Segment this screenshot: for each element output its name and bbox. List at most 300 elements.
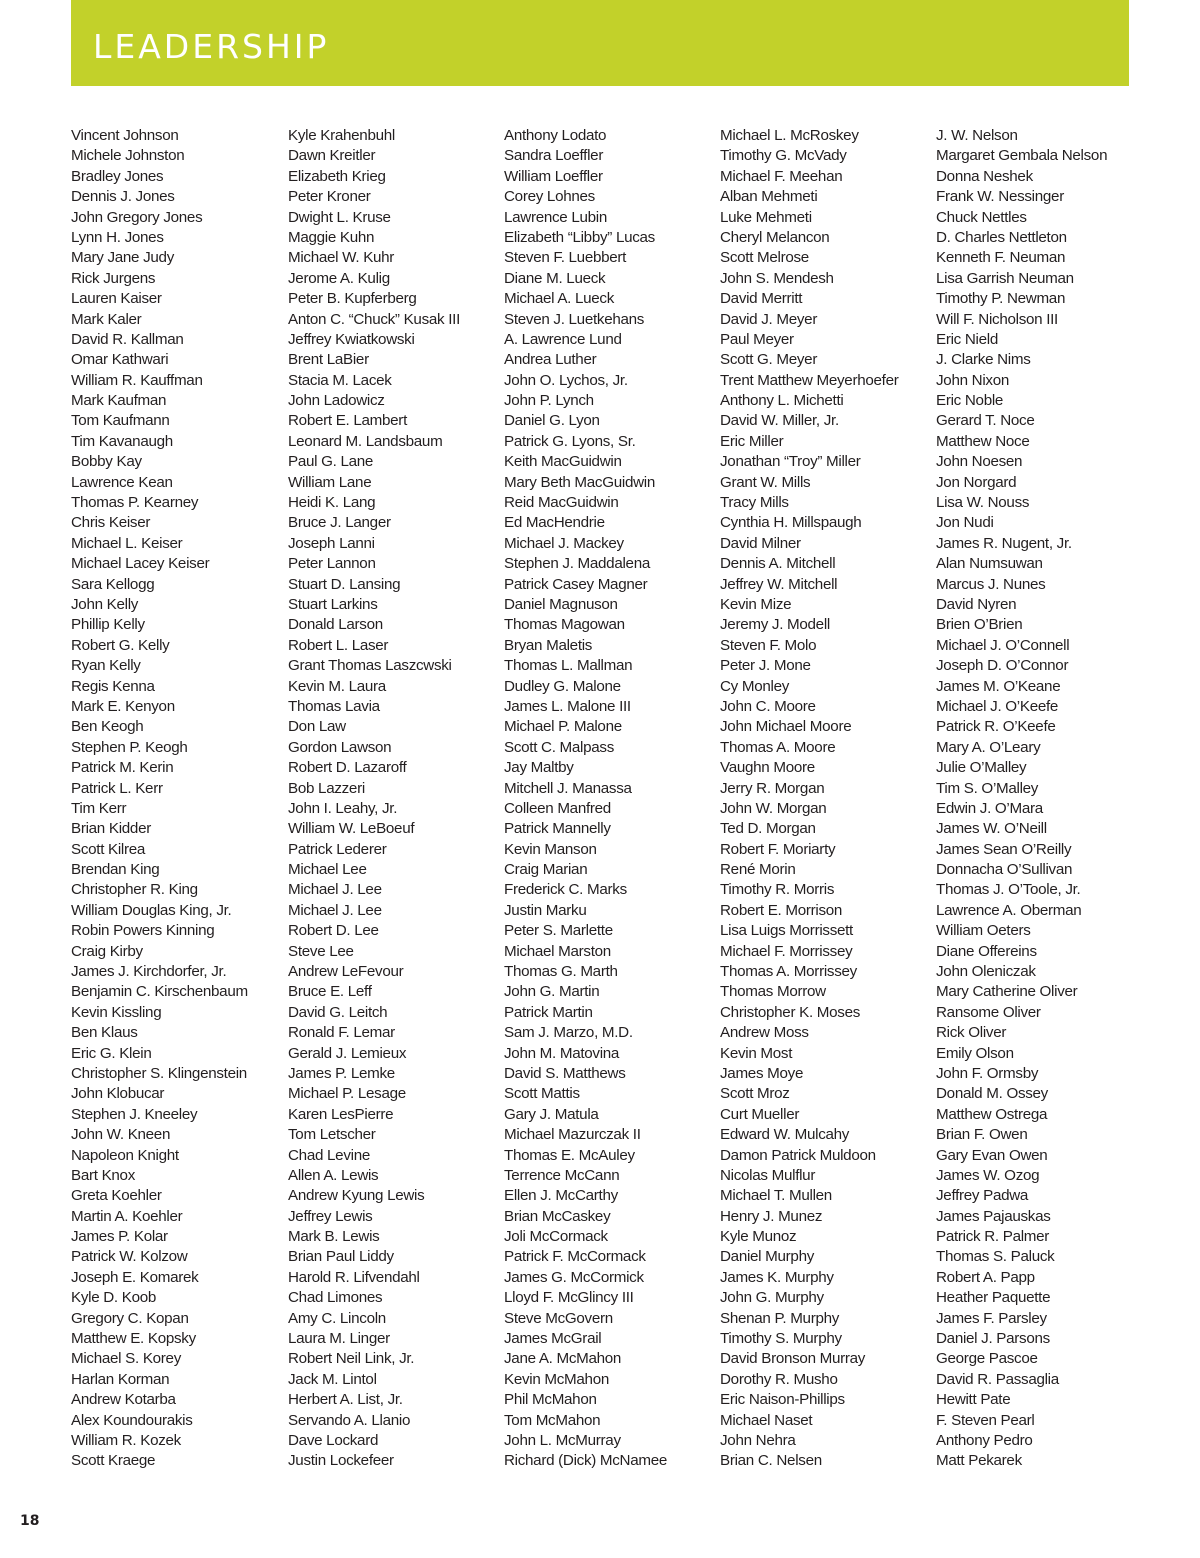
name-entry: Kevin M. Laura [288, 677, 386, 695]
name-entry: Lisa Garrish Neuman [936, 269, 1074, 287]
name-entry: Michael J. Lee [288, 881, 382, 899]
name-entry: Matthew Ostrega [936, 1105, 1048, 1123]
name-entry: Gordon Lawson [288, 738, 392, 756]
name-entry: Jerry R. Morgan [720, 779, 825, 797]
name-entry: Eric Nield [936, 330, 998, 348]
name-entry: Matthew E. Kopsky [71, 1330, 196, 1348]
name-entry: Martin A. Koehler [71, 1207, 183, 1225]
name-entry: Robert D. Lazaroff [288, 759, 407, 777]
name-entry: John G. Murphy [720, 1289, 824, 1307]
name-entry: Robin Powers Kinning [71, 922, 215, 940]
name-entry: Grant W. Mills [720, 473, 811, 491]
names-column-2 [288, 126, 460, 1472]
name-entry: John M. Matovina [504, 1044, 620, 1062]
name-entry: Anthony Lodato [504, 127, 607, 144]
name-entry: Mark Kaufman [71, 392, 167, 410]
name-entry: John P. Lynch [504, 392, 594, 410]
name-entry: Anthony Pedro [936, 1432, 1033, 1449]
name-entry: Patrick Casey Magner [504, 575, 648, 593]
name-entry: Mark B. Lewis [288, 1228, 380, 1246]
name-entry: Regis Kenna [71, 677, 155, 695]
name-entry: F. Steven Pearl [936, 1411, 1035, 1429]
name-entry: Vincent Johnson [71, 127, 179, 144]
name-entry: Kenneth F. Neuman [936, 249, 1066, 267]
name-entry: Tracy Mills [720, 494, 789, 512]
name-entry: Thomas Magowan [504, 616, 625, 634]
name-entry: Frederick C. Marks [504, 881, 627, 899]
name-entry: Brian C. Nelsen [720, 1452, 822, 1470]
name-entry: Lisa Luigs Morrissett [720, 922, 853, 940]
name-entry: Emily Olson [936, 1044, 1014, 1062]
name-entry: Bruce J. Langer [288, 514, 391, 532]
name-entry: Anton C. “Chuck” Kusak III [288, 310, 460, 328]
name-entry: Trent Matthew Meyerhoefer [720, 371, 899, 389]
name-entry: Scott C. Malpass [504, 738, 614, 756]
name-entry: Brian Paul Liddy [288, 1248, 394, 1266]
name-entry: Kyle Krahenbuhl [288, 127, 395, 144]
name-entry: Tom McMahon [504, 1411, 601, 1429]
name-entry: Gerald J. Lemieux [288, 1044, 407, 1062]
name-entry: Eric G. Klein [71, 1044, 152, 1062]
name-entry: Michele Johnston [71, 147, 185, 165]
name-entry: Diane Offereins [936, 942, 1037, 960]
name-entry: David W. Miller, Jr. [720, 412, 839, 430]
name-entry: Craig Marian [504, 861, 588, 879]
name-entry: Paul G. Lane [288, 453, 374, 471]
name-entry: Tim S. O’Malley [936, 779, 1039, 797]
name-entry: James Moye [720, 1064, 804, 1082]
name-entry: Timothy R. Morris [720, 881, 835, 899]
name-entry: Michael L. Keiser [71, 534, 183, 552]
name-entry: John I. Leahy, Jr. [288, 799, 398, 817]
name-entry: Heidi K. Lang [288, 494, 376, 512]
name-entry: John Michael Moore [720, 718, 852, 736]
name-entry: Servando A. Llanio [288, 1411, 411, 1429]
name-entry: Mark E. Kenyon [71, 697, 175, 715]
name-entry: Edwin J. O’Mara [936, 799, 1043, 817]
name-entry: Peter Kroner [288, 188, 371, 206]
name-entry: Robert L. Laser [288, 636, 389, 654]
name-entry: Steven F. Molo [720, 636, 817, 654]
name-entry: Jeffrey Padwa [936, 1187, 1029, 1205]
name-entry: Tim Kerr [71, 799, 127, 817]
name-entry: Bobby Kay [71, 453, 142, 471]
name-entry: Michael Lacey Keiser [71, 555, 210, 573]
name-entry: Daniel G. Lyon [504, 412, 600, 430]
name-entry: Peter Lannon [288, 555, 376, 573]
name-entry: Michael W. Kuhr [288, 249, 395, 267]
name-entry: Stacia M. Lacek [288, 371, 392, 389]
name-entry: John G. Martin [504, 983, 600, 1001]
name-entry: Craig Kirby [71, 942, 143, 960]
name-entry: William Oeters [936, 922, 1031, 940]
name-entry: Harlan Korman [71, 1370, 170, 1388]
name-entry: Patrick M. Kerin [71, 759, 174, 777]
name-entry: Bryan Maletis [504, 636, 593, 654]
name-entry: James P. Kolar [71, 1228, 168, 1246]
name-entry: Michael J. O’Keefe [936, 697, 1059, 715]
name-entry: Ted D. Morgan [720, 820, 816, 838]
name-entry: Christopher R. King [71, 881, 198, 899]
name-entry: Christopher S. Klingenstein [71, 1064, 247, 1082]
name-entry: Brendan King [71, 861, 160, 879]
name-entry: James P. Lemke [288, 1064, 395, 1082]
name-entry: David Merritt [720, 290, 803, 308]
name-entry: Jon Nudi [936, 514, 994, 532]
name-entry: Michael L. McRoskey [720, 127, 859, 144]
names-column-5 [936, 126, 1107, 1472]
name-entry: Herbert A. List, Jr. [288, 1391, 403, 1409]
name-entry: Mary Beth MacGuidwin [504, 473, 655, 491]
name-entry: Jeffrey Lewis [288, 1207, 373, 1225]
name-entry: John O. Lychos, Jr. [504, 371, 628, 389]
name-entry: Patrick R. Palmer [936, 1228, 1050, 1246]
name-entry: Robert F. Moriarty [720, 840, 836, 858]
name-entry: John Kelly [71, 595, 139, 613]
name-entry: Napoleon Knight [71, 1146, 179, 1164]
name-entry: Donald M. Ossey [936, 1085, 1048, 1103]
name-entry: J. W. Nelson [936, 127, 1018, 144]
name-entry: Kevin Most [720, 1044, 793, 1062]
name-entry: Sara Kellogg [71, 575, 155, 593]
name-entry: Frank W. Nessinger [936, 188, 1064, 206]
name-entry: Kyle Munoz [720, 1228, 797, 1246]
name-entry: James McGrail [504, 1330, 602, 1348]
name-entry: Stephen J. Maddalena [504, 555, 650, 573]
name-entry: Cy Monley [720, 677, 790, 695]
name-entry: Matthew Noce [936, 432, 1030, 450]
name-entry: Thomas Morrow [720, 983, 826, 1001]
name-entry: John Noesen [936, 453, 1023, 471]
name-entry: Peter S. Marlette [504, 922, 613, 940]
name-entry: Donnacha O’Sullivan [936, 861, 1073, 879]
name-entry: Tom Kaufmann [71, 412, 170, 430]
name-entry: William Loeffler [504, 167, 603, 185]
name-entry: Peter J. Mone [720, 657, 811, 675]
name-entry: Thomas P. Kearney [71, 494, 199, 512]
name-entry: John Klobucar [71, 1085, 165, 1103]
name-entry: James M. O’Keane [936, 677, 1061, 695]
name-entry: William R. Kozek [71, 1432, 181, 1449]
name-entry: Terrence McCann [504, 1166, 620, 1184]
name-entry: Anthony L. Michetti [720, 392, 844, 410]
name-entry: William Douglas King, Jr. [71, 901, 232, 919]
name-entry: Scott Mattis [504, 1085, 580, 1103]
name-entry: Lisa W. Nouss [936, 494, 1030, 512]
name-entry: René Morin [720, 861, 796, 879]
name-entry: Scott G. Meyer [720, 351, 818, 369]
name-entry: Scott Mroz [720, 1085, 790, 1103]
name-entry: Rick Jurgens [71, 269, 156, 287]
name-entry: John Nixon [936, 371, 1009, 389]
name-entry: Laura M. Linger [288, 1330, 390, 1348]
name-entry: Bob Lazzeri [288, 779, 365, 797]
name-entry: Jonathan “Troy” Miller [720, 453, 861, 471]
name-entry: Robert E. Morrison [720, 901, 843, 919]
name-entry: Jay Maltby [504, 759, 574, 777]
name-entry: Andrew Moss [720, 1024, 809, 1042]
name-entry: Diane M. Lueck [504, 269, 606, 287]
name-entry: Michael F. Morrissey [720, 942, 853, 960]
name-entry: Mary A. O’Leary [936, 738, 1041, 756]
name-entry: Tim Kavanaugh [71, 432, 173, 450]
name-entry: Jeffrey Kwiatkowski [288, 330, 415, 348]
name-entry: Robert G. Kelly [71, 636, 170, 654]
name-entry: Michael J. Lee [288, 901, 382, 919]
name-entry: J. Clarke Nims [936, 351, 1031, 369]
name-entry: Phil McMahon [504, 1391, 597, 1409]
name-entry: Eric Miller [720, 432, 784, 450]
name-entry: Ellen J. McCarthy [504, 1187, 618, 1205]
name-entry: Ben Klaus [71, 1024, 138, 1042]
name-entry: Michael Naset [720, 1411, 813, 1429]
name-entry: James Sean O’Reilly [936, 840, 1072, 858]
name-entry: Jeffrey W. Mitchell [720, 575, 838, 593]
name-entry: Vaughn Moore [720, 759, 815, 777]
name-entry: Grant Thomas Laszcwski [288, 657, 452, 675]
name-entry: Sam J. Marzo, M.D. [504, 1024, 633, 1042]
name-entry: Bart Knox [71, 1166, 135, 1184]
name-entry: Steve Lee [288, 942, 354, 960]
name-entry: Marcus J. Nunes [936, 575, 1046, 593]
name-entry: Patrick Lederer [288, 840, 387, 858]
name-entry: Timothy S. Murphy [720, 1330, 842, 1348]
name-entry: Thomas L. Mallman [504, 657, 633, 675]
name-entry: Lloyd F. McGlincy III [504, 1289, 634, 1307]
name-entry: Patrick R. O’Keefe [936, 718, 1056, 736]
name-entry: Scott Kraege [71, 1452, 156, 1470]
name-entry: David Nyren [936, 595, 1017, 613]
name-entry: Michael J. O’Connell [936, 636, 1070, 654]
name-entry: Patrick F. McCormack [504, 1248, 646, 1266]
name-entry: Peter B. Kupferberg [288, 290, 417, 308]
name-entry: Chris Keiser [71, 514, 151, 532]
name-entry: Kyle D. Koob [71, 1289, 157, 1307]
name-entry: Michael P. Lesage [288, 1085, 406, 1103]
name-entry: Kevin Mize [720, 595, 792, 613]
name-entry: Patrick L. Kerr [71, 779, 163, 797]
name-entry: Dorothy R. Musho [720, 1370, 838, 1388]
name-entry: Stuart Larkins [288, 595, 378, 613]
name-entry: John Oleniczak [936, 963, 1036, 981]
name-entry: Hewitt Pate [936, 1391, 1011, 1409]
name-entry: Scott Kilrea [71, 840, 146, 858]
name-entry: Kevin Manson [504, 840, 597, 858]
name-entry: Richard (Dick) McNamee [504, 1452, 668, 1470]
name-entry: Jerome A. Kulig [288, 269, 390, 287]
name-entry: Michael A. Lueck [504, 290, 615, 308]
name-entry: Donald Larson [288, 616, 383, 634]
name-entry: John W. Morgan [720, 799, 827, 817]
name-entry: Mitchell J. Manassa [504, 779, 632, 797]
name-entry: Steve McGovern [504, 1309, 613, 1327]
name-entry: Dudley G. Malone [504, 677, 621, 695]
name-entry: John W. Kneen [71, 1126, 171, 1144]
name-entry: Scott Melrose [720, 249, 809, 267]
name-entry: Daniel Murphy [720, 1248, 815, 1266]
name-entry: Julie O’Malley [936, 759, 1027, 777]
name-entry: John F. Ormsby [936, 1064, 1039, 1082]
name-entry: John Ladowicz [288, 392, 385, 410]
name-entry: Bruce E. Leff [288, 983, 372, 1001]
name-entry: Robert D. Lee [288, 922, 379, 940]
names-column-3 [504, 126, 667, 1472]
name-entry: Karen LesPierre [288, 1105, 394, 1123]
name-entry: Colleen Manfred [504, 799, 611, 817]
name-entry: Elizabeth Krieg [288, 167, 386, 185]
name-entry: Stuart D. Lansing [288, 575, 401, 593]
name-entry: William R. Kauffman [71, 371, 203, 389]
name-entry: Robert A. Papp [936, 1268, 1035, 1286]
name-entry: Steven J. Luetkehans [504, 310, 645, 328]
name-entry: Thomas E. McAuley [504, 1146, 635, 1164]
name-entry: Sandra Loeffler [504, 147, 604, 165]
name-entry: David Milner [720, 534, 801, 552]
section-header-band [71, 0, 1129, 86]
name-entry: Gary Evan Owen [936, 1146, 1048, 1164]
name-entry: James Pajauskas [936, 1207, 1051, 1225]
name-entry: Damon Patrick Muldoon [720, 1146, 876, 1164]
name-entry: Tom Letscher [288, 1126, 376, 1144]
name-entry: Dennis J. Jones [71, 188, 175, 206]
name-entry: Lynn H. Jones [71, 228, 164, 246]
name-entry: Maggie Kuhn [288, 228, 375, 246]
name-entry: Stephen P. Keogh [71, 738, 188, 756]
name-entry: Jane A. McMahon [504, 1350, 622, 1368]
name-entry: Andrew Kotarba [71, 1391, 176, 1409]
name-entry: David R. Kallman [71, 330, 184, 348]
name-entry: Corey Lohnes [504, 188, 595, 206]
name-entry: Lawrence Lubin [504, 208, 608, 226]
name-entry: Joseph Lanni [288, 534, 375, 552]
name-entry: Gary J. Matula [504, 1105, 599, 1123]
name-entry: Thomas G. Marth [504, 963, 618, 981]
name-entry: Chad Limones [288, 1289, 383, 1307]
name-entry: Mary Jane Judy [71, 249, 175, 267]
name-entry: Brian Kidder [71, 820, 151, 838]
name-entry: D. Charles Nettleton [936, 228, 1067, 246]
name-entry: Joseph D. O’Connor [936, 657, 1069, 675]
name-entry: James W. Ozog [936, 1166, 1040, 1184]
name-entry: John Gregory Jones [71, 208, 203, 226]
name-entry: Dennis A. Mitchell [720, 555, 836, 573]
section-title: LEADERSHIP [93, 27, 330, 66]
name-entry: David G. Leitch [288, 1003, 388, 1021]
name-entry: Heather Paquette [936, 1289, 1051, 1307]
name-entry: Kevin Kissling [71, 1003, 162, 1021]
name-entry: John S. Mendesh [720, 269, 834, 287]
name-entry: Andrew LeFevour [288, 963, 404, 981]
name-entry: Mark Kaler [71, 310, 142, 328]
name-entry: Andrea Luther [504, 351, 597, 369]
names-column-4 [720, 126, 898, 1472]
name-entry: John C. Moore [720, 697, 816, 715]
name-entry: Phillip Kelly [71, 616, 145, 634]
name-entry: Edward W. Mulcahy [720, 1126, 850, 1144]
name-entry: Benjamin C. Kirschenbaum [71, 983, 248, 1001]
name-entry: David Bronson Murray [720, 1350, 866, 1368]
name-entry: Patrick Mannelly [504, 820, 611, 838]
name-entry: Daniel J. Parsons [936, 1330, 1050, 1348]
name-entry: Michael S. Korey [71, 1350, 181, 1368]
name-entry: Jeremy J. Modell [720, 616, 830, 634]
name-entry: James R. Nugent, Jr. [936, 534, 1072, 552]
name-entry: Lawrence A. Oberman [936, 901, 1082, 919]
name-entry: Matt Pekarek [936, 1452, 1022, 1470]
name-entry: Ronald F. Lemar [288, 1024, 395, 1042]
name-entry: Patrick Martin [504, 1003, 593, 1021]
name-entry: George Pascoe [936, 1350, 1038, 1368]
name-entry: James G. McCormick [504, 1268, 644, 1286]
name-entry: Robert E. Lambert [288, 412, 407, 430]
name-entry: Thomas J. O’Toole, Jr. [936, 881, 1081, 899]
name-entry: Bradley Jones [71, 167, 164, 185]
name-entry: Dawn Kreitler [288, 147, 376, 165]
name-entry: William Lane [288, 473, 372, 491]
name-entry: Cynthia H. Millspaugh [720, 514, 862, 532]
name-entry: Steven F. Luebbert [504, 249, 627, 267]
name-entry: Paul Meyer [720, 330, 794, 348]
name-entry: Brent LaBier [288, 351, 369, 369]
name-entry: David R. Passaglia [936, 1370, 1059, 1388]
name-entry: David S. Matthews [504, 1064, 626, 1082]
name-entry: Amy C. Lincoln [288, 1309, 386, 1327]
name-entry: Leonard M. Landsbaum [288, 432, 443, 450]
name-entry: Chuck Nettles [936, 208, 1027, 226]
name-entry: James K. Murphy [720, 1268, 834, 1286]
names-column-1 [71, 126, 248, 1472]
name-entry: James L. Malone III [504, 697, 631, 715]
name-entry: Allen A. Lewis [288, 1166, 379, 1184]
name-entry: Thomas S. Paluck [936, 1248, 1055, 1266]
name-entry: Dave Lockard [288, 1432, 379, 1449]
name-entry: Will F. Nicholson III [936, 310, 1058, 328]
name-entry: Don Law [288, 718, 346, 736]
name-entry: John L. McMurray [504, 1432, 621, 1449]
name-entry: Gerard T. Noce [936, 412, 1035, 430]
name-entry: Lauren Kaiser [71, 290, 162, 308]
name-entry: Donna Neshek [936, 167, 1033, 185]
name-entry: Michael P. Malone [504, 718, 622, 736]
name-entry: A. Lawrence Lund [504, 330, 622, 348]
name-entry: Ransome Oliver [936, 1003, 1041, 1021]
name-entry: Greta Koehler [71, 1187, 162, 1205]
name-entry: Dwight L. Kruse [288, 208, 391, 226]
name-entry: Brien O’Brien [936, 616, 1023, 634]
name-entry: James F. Parsley [936, 1309, 1047, 1327]
name-entry: Reid MacGuidwin [504, 494, 619, 512]
name-entry: Patrick W. Kolzow [71, 1248, 188, 1266]
name-entry: James W. O’Neill [936, 820, 1047, 838]
name-entry: Rick Oliver [936, 1024, 1007, 1042]
name-entry: Henry J. Munez [720, 1207, 823, 1225]
name-entry: David J. Meyer [720, 310, 818, 328]
name-entry: Cheryl Melancon [720, 228, 830, 246]
name-entry: Alan Numsuwan [936, 555, 1043, 573]
name-entry: Elizabeth “Libby” Lucas [504, 228, 655, 246]
name-entry: James J. Kirchdorfer, Jr. [71, 963, 227, 981]
name-entry: Robert Neil Link, Jr. [288, 1350, 415, 1368]
name-entry: Michael T. Mullen [720, 1187, 832, 1205]
name-entry: Justin Lockefeer [288, 1452, 394, 1470]
name-entry: Jack M. Lintol [288, 1370, 377, 1388]
name-entry: Justin Marku [504, 901, 587, 919]
name-entry: Stephen J. Kneeley [71, 1105, 198, 1123]
name-entry: Thomas Lavia [288, 697, 380, 715]
name-entry: Luke Mehmeti [720, 208, 812, 226]
name-entry: Chad Levine [288, 1146, 370, 1164]
name-entry: William W. LeBoeuf [288, 820, 415, 838]
